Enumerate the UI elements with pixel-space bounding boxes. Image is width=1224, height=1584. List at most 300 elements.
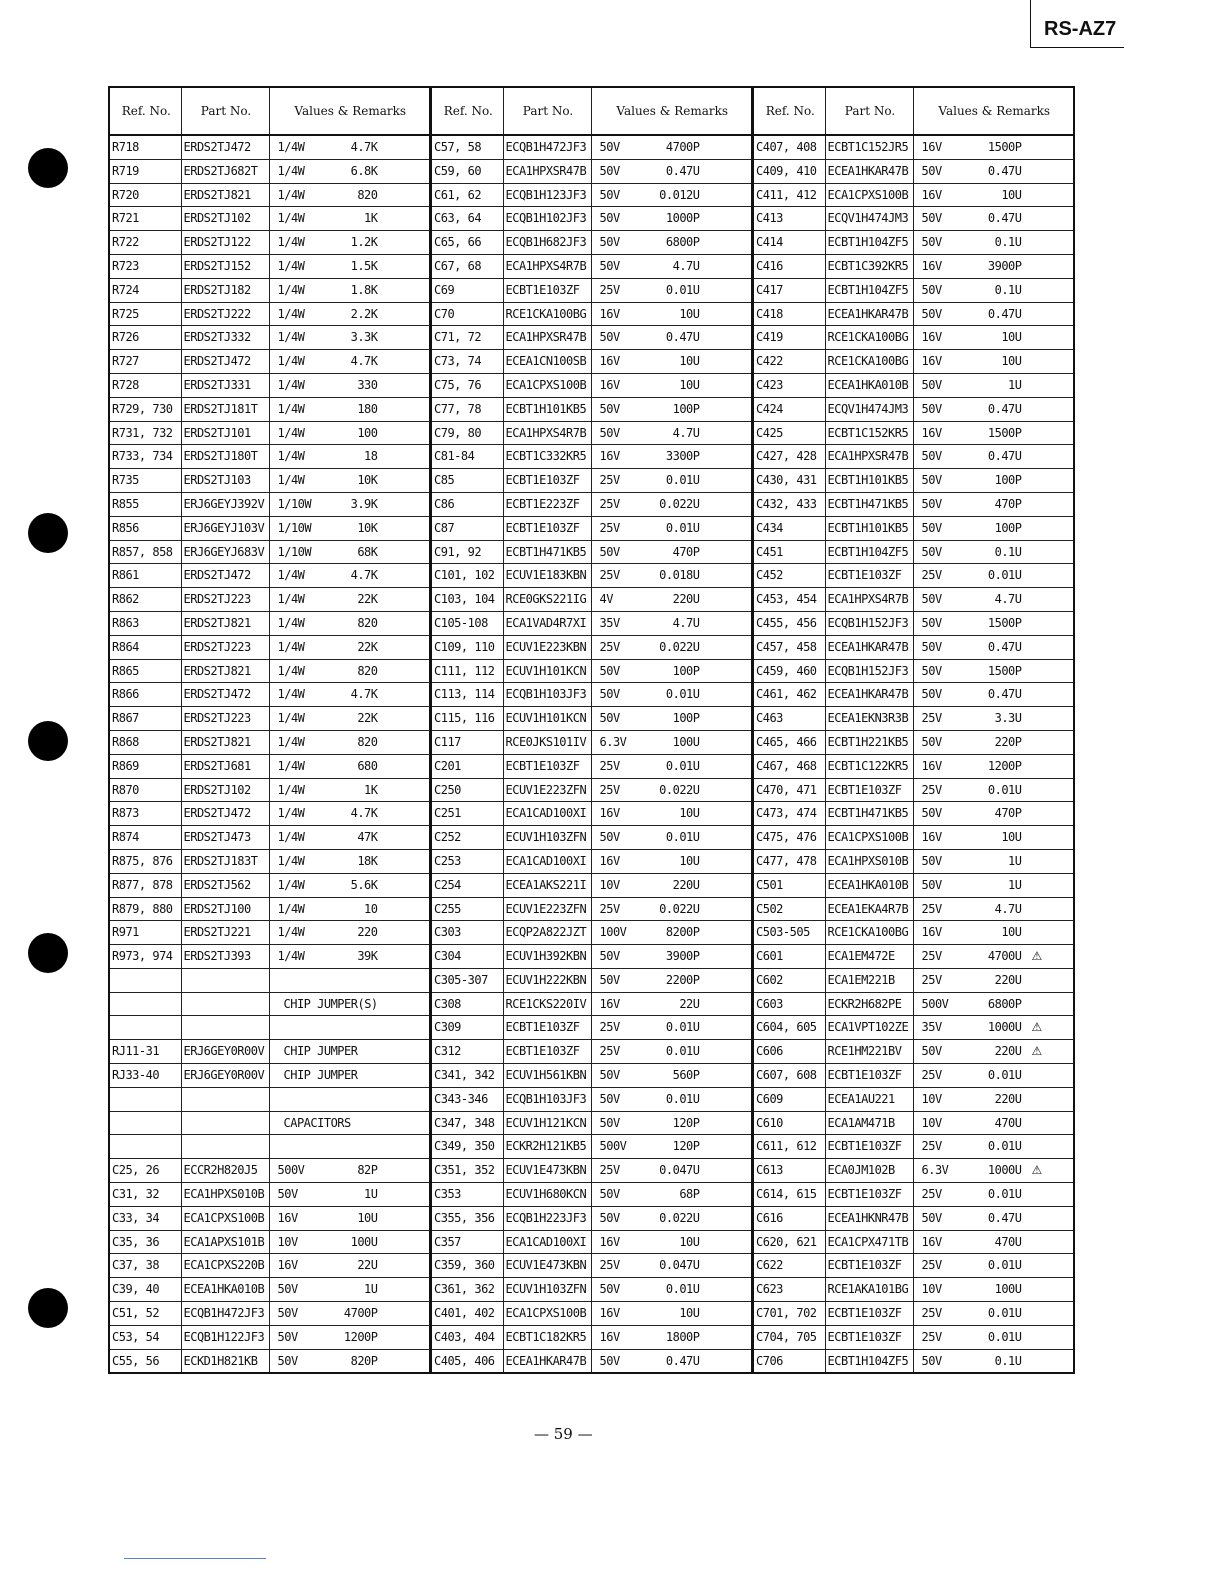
safety-warning-icon — [700, 541, 710, 564]
part-value: 47K — [357, 830, 378, 845]
values-cell — [913, 849, 1074, 873]
part-no-cell: ECBT1C332KR5 — [503, 445, 591, 469]
part-value: 10U — [1001, 330, 1022, 345]
ref-no-cell: C611, 612 — [753, 1135, 825, 1159]
rating-value: 1/4W — [277, 663, 305, 678]
safety-warning-icon — [378, 136, 388, 159]
part-value: 1U — [1008, 877, 1022, 892]
header-values-remarks: Values & Remarks — [591, 87, 752, 135]
rating-value: 1/4W — [277, 758, 305, 773]
values-cell — [913, 516, 1074, 540]
table-row — [431, 1135, 752, 1159]
table-row — [109, 802, 430, 826]
ref-no-cell: R870 — [109, 778, 181, 802]
values-group — [272, 683, 430, 706]
values-group — [594, 898, 752, 921]
values-group — [594, 826, 752, 849]
part-value: 1500P — [987, 615, 1022, 630]
values-cell — [269, 540, 430, 564]
part-value: 0.047U — [659, 1258, 700, 1273]
model-rule-vertical — [1030, 0, 1031, 48]
values-group — [916, 445, 1074, 468]
values-group — [272, 255, 430, 278]
values-group — [916, 1326, 1074, 1349]
part-no-cell: ERDS2TJ472 — [181, 802, 269, 826]
values-cell — [913, 445, 1074, 469]
values-group — [594, 326, 752, 349]
safety-warning-icon — [378, 541, 388, 564]
part-value: 10U — [679, 1234, 700, 1249]
values-group — [594, 184, 752, 207]
ref-no-cell: C37, 38 — [109, 1254, 181, 1278]
safety-warning-icon — [378, 493, 388, 516]
table-row — [431, 992, 752, 1016]
values-group — [272, 350, 430, 373]
rating-value: 1/4W — [277, 187, 305, 202]
safety-warning-icon — [1022, 398, 1032, 421]
table-row — [431, 231, 752, 255]
values-group — [272, 207, 430, 230]
part-value: 3.3K — [350, 330, 378, 345]
part-value: 4.7K — [350, 140, 378, 154]
values-cell — [913, 373, 1074, 397]
values-cell — [269, 373, 430, 397]
ref-no-cell: C105-108 — [431, 611, 503, 635]
ref-no-cell: C704, 705 — [753, 1325, 825, 1349]
safety-warning-icon — [1022, 374, 1032, 397]
table-row — [109, 1349, 430, 1373]
table-row — [109, 707, 430, 731]
values-cell — [591, 445, 752, 469]
safety-warning-icon: ⚠ — [1031, 949, 1042, 964]
part-no-cell: RCE1CKS220IV — [503, 992, 591, 1016]
ref-no-cell: C434 — [753, 516, 825, 540]
part-no-cell: ECKR2H121KB5 — [503, 1135, 591, 1159]
ref-no-cell: C416 — [753, 254, 825, 278]
ref-no-cell: R727 — [109, 350, 181, 374]
safety-warning-icon — [1022, 564, 1032, 587]
part-value: 22U — [679, 996, 700, 1011]
values-group — [272, 517, 430, 540]
values-group — [594, 707, 752, 730]
rating-value: 1/4W — [277, 568, 305, 583]
ref-no-cell: R728 — [109, 373, 181, 397]
part-no-cell: ECA1HPXS4R7B — [503, 421, 591, 445]
part-value: 18K — [357, 853, 378, 868]
safety-warning-icon — [700, 826, 710, 849]
part-no-cell: ECQB1H472JF3 — [181, 1302, 269, 1326]
table-row — [753, 778, 1074, 802]
table-row — [431, 135, 752, 159]
values-cell — [269, 588, 430, 612]
ref-no-cell: C85 — [431, 469, 503, 493]
safety-warning-icon — [1022, 493, 1032, 516]
table-row — [109, 945, 430, 969]
table-row — [753, 254, 1074, 278]
values-group — [916, 1302, 1074, 1325]
part-value: 470U — [994, 1115, 1022, 1130]
part-no-cell: ERDS2TJ152 — [181, 254, 269, 278]
table-row — [431, 278, 752, 302]
safety-warning-icon — [1022, 993, 1032, 1016]
values-cell — [591, 397, 752, 421]
table-row — [109, 469, 430, 493]
values-cell — [591, 278, 752, 302]
values-group — [272, 707, 430, 730]
values-cell — [269, 802, 430, 826]
table-row — [753, 302, 1074, 326]
rating-value: 50V — [921, 520, 942, 535]
values-cell — [269, 1135, 430, 1159]
ref-no-cell: C59, 60 — [431, 159, 503, 183]
values-group — [272, 136, 430, 159]
safety-warning-icon — [700, 398, 710, 421]
rating-value: 50V — [599, 544, 620, 559]
values-cell — [591, 564, 752, 588]
values-group — [916, 422, 1074, 445]
rating-value: 50V — [599, 425, 620, 440]
values-cell — [269, 207, 430, 231]
part-no-cell: ERDS2TJ223 — [181, 635, 269, 659]
part-value: 0.01U — [987, 568, 1022, 583]
table-row — [431, 326, 752, 350]
part-value: 1500P — [987, 425, 1022, 440]
values-group — [594, 1064, 752, 1087]
rating-value: 1/4W — [277, 235, 305, 250]
values-group — [916, 136, 1074, 159]
table-row — [431, 350, 752, 374]
rating-value: 50V — [599, 1068, 620, 1083]
ref-no-cell: C111, 112 — [431, 659, 503, 683]
safety-warning-icon — [378, 1302, 388, 1325]
values-group — [594, 1207, 752, 1230]
part-no-cell: RCE1CKA100BG — [825, 326, 913, 350]
safety-warning-icon — [378, 207, 388, 230]
rating-value: 50V — [599, 949, 620, 964]
values-cell — [913, 1111, 1074, 1135]
safety-warning-icon — [700, 850, 710, 873]
part-no-cell: ERDS2TJ100 — [181, 897, 269, 921]
ref-no-cell: R735 — [109, 469, 181, 493]
values-group — [594, 1254, 752, 1277]
page-number: — 59 — — [534, 1425, 593, 1443]
part-value: 0.01U — [665, 473, 700, 488]
table-row — [431, 635, 752, 659]
part-value: 10U — [679, 853, 700, 868]
part-value: 22U — [357, 1258, 378, 1273]
rating-value: 16V — [599, 1306, 620, 1321]
part-no-cell: ECA1CPXS100B — [503, 1302, 591, 1326]
table-row — [753, 397, 1074, 421]
values-cell — [591, 492, 752, 516]
values-group — [594, 517, 752, 540]
safety-warning-icon — [378, 874, 388, 897]
values-cell — [269, 1111, 430, 1135]
part-no-cell: ECEA1HKA010B — [181, 1278, 269, 1302]
rating-value: 16V — [921, 258, 942, 273]
table-row — [109, 207, 430, 231]
safety-warning-icon — [1022, 303, 1032, 326]
ref-no-cell: C417 — [753, 278, 825, 302]
safety-warning-icon — [378, 802, 388, 825]
part-value: 3.3U — [994, 711, 1022, 726]
table-row — [109, 683, 430, 707]
values-group — [272, 1183, 430, 1206]
ref-no-cell: C467, 468 — [753, 754, 825, 778]
part-no-cell: ERJ6GEY0R00V — [181, 1064, 269, 1088]
values-cell — [269, 968, 430, 992]
binder-hole-icon — [28, 933, 68, 973]
part-value: 10U — [1001, 354, 1022, 369]
ref-no-cell: R724 — [109, 278, 181, 302]
safety-warning-icon — [700, 660, 710, 683]
table-row — [753, 826, 1074, 850]
values-group — [594, 802, 752, 825]
ref-no-cell: C255 — [431, 897, 503, 921]
table-row — [431, 611, 752, 635]
values-cell — [591, 254, 752, 278]
values-group — [594, 541, 752, 564]
values-cell — [591, 778, 752, 802]
part-value: 0.47U — [665, 163, 700, 178]
ref-no-cell: C475, 476 — [753, 826, 825, 850]
ref-no-cell: R720 — [109, 183, 181, 207]
safety-warning-icon — [1022, 184, 1032, 207]
table-row — [431, 1325, 752, 1349]
safety-warning-icon — [1022, 969, 1032, 992]
part-no-cell: ECUV1E183KBN — [503, 564, 591, 588]
values-group — [594, 231, 752, 254]
safety-warning-icon — [1022, 779, 1032, 802]
part-no-cell: ECBT1E103ZF — [503, 278, 591, 302]
safety-warning-icon — [1022, 422, 1032, 445]
parts-table-1 — [108, 86, 431, 1374]
ref-no-cell: R865 — [109, 659, 181, 683]
values-group — [594, 921, 752, 944]
values-cell — [269, 183, 430, 207]
ref-no-cell: C603 — [753, 992, 825, 1016]
values-cell — [913, 254, 1074, 278]
table-row — [753, 1206, 1074, 1230]
values-cell — [913, 1302, 1074, 1326]
values-group — [916, 1088, 1074, 1111]
rating-value: 1/4W — [277, 711, 305, 726]
table-row — [109, 1206, 430, 1230]
values-cell — [269, 302, 430, 326]
values-group — [272, 326, 430, 349]
values-cell — [591, 1254, 752, 1278]
safety-warning-icon — [700, 755, 710, 778]
values-cell — [913, 1230, 1074, 1254]
table-row — [431, 492, 752, 516]
rating-value: 16V — [921, 1234, 942, 1249]
values-cell — [591, 350, 752, 374]
table-row — [753, 350, 1074, 374]
values-group — [916, 374, 1074, 397]
values-group — [594, 683, 752, 706]
values-group — [594, 1183, 752, 1206]
values-group — [272, 755, 430, 778]
part-value: 100 — [357, 425, 378, 440]
ref-no-cell: C57, 58 — [431, 135, 503, 159]
table-row — [753, 373, 1074, 397]
part-no-cell: ECBT1E103ZF — [825, 1325, 913, 1349]
part-no-cell: ECA1HPXSR47B — [503, 159, 591, 183]
values-group — [594, 1278, 752, 1301]
part-no-cell: ECKD1H821KB — [181, 1349, 269, 1373]
values-cell — [591, 968, 752, 992]
values-cell — [591, 516, 752, 540]
ref-no-cell: C430, 431 — [753, 469, 825, 493]
rating-value: 10V — [921, 1115, 942, 1130]
table-row — [753, 207, 1074, 231]
values-cell — [913, 183, 1074, 207]
safety-warning-icon — [700, 636, 710, 659]
safety-warning-icon — [378, 564, 388, 587]
table-row — [109, 1016, 430, 1040]
values-group — [916, 1016, 1074, 1039]
rating-value: 25V — [921, 711, 942, 726]
part-no-cell: ECBT1E103ZF — [825, 1183, 913, 1207]
values-cell — [591, 1135, 752, 1159]
part-value: 2200P — [665, 972, 700, 987]
values-cell — [913, 540, 1074, 564]
part-no-cell: ECEA1AKS221I — [503, 873, 591, 897]
values-cell — [913, 1040, 1074, 1064]
rating-value: 500V — [921, 996, 949, 1011]
rating-value: 50V — [599, 1115, 620, 1130]
part-value: 1500P — [987, 140, 1022, 154]
ref-no-cell: C609 — [753, 1087, 825, 1111]
ref-no-cell: R733, 734 — [109, 445, 181, 469]
part-no-cell: ECBT1C182KR5 — [503, 1325, 591, 1349]
part-value: 10U — [1001, 925, 1022, 940]
values-group — [272, 731, 430, 754]
rating-value: 50V — [599, 687, 620, 702]
part-value: 0.47U — [987, 401, 1022, 416]
table-row — [109, 1278, 430, 1302]
rating-value: 1/4W — [277, 258, 305, 273]
rating-value: 1/4W — [277, 425, 305, 440]
rating-value: 50V — [599, 211, 620, 226]
table-row — [109, 826, 430, 850]
rating-value: 50V — [921, 615, 942, 630]
safety-warning-icon — [700, 1064, 710, 1087]
ref-no-cell: C341, 342 — [431, 1064, 503, 1088]
part-no-cell: ECBT1E103ZF — [825, 1302, 913, 1326]
ref-no-cell: C610 — [753, 1111, 825, 1135]
rating-value: 25V — [599, 520, 620, 535]
safety-warning-icon — [378, 945, 388, 968]
part-value: 10K — [357, 520, 378, 535]
part-value: 1200P — [987, 758, 1022, 773]
table-row — [431, 421, 752, 445]
values-cell — [913, 159, 1074, 183]
values-group — [916, 231, 1074, 254]
values-cell — [913, 754, 1074, 778]
values-group — [272, 1278, 430, 1301]
ref-no-cell: C55, 56 — [109, 1349, 181, 1373]
ref-no-cell: C353 — [431, 1183, 503, 1207]
values-cell — [913, 992, 1074, 1016]
values-group — [916, 279, 1074, 302]
ref-no-cell: R867 — [109, 707, 181, 731]
values-cell — [269, 421, 430, 445]
values-group — [594, 445, 752, 468]
rating-value: 50V — [921, 449, 942, 464]
part-no-cell: ECA1CPXS100B — [503, 373, 591, 397]
table-row — [109, 254, 430, 278]
rating-value: 50V — [599, 401, 620, 416]
rating-value: 1/4W — [277, 901, 305, 916]
safety-warning-icon — [700, 874, 710, 897]
rating-value: 50V — [921, 806, 942, 821]
part-no-cell: ECUV1H103ZFN — [503, 826, 591, 850]
safety-warning-icon — [700, 1302, 710, 1325]
table-row — [109, 730, 430, 754]
part-no-cell: ECBT1H471KB5 — [825, 492, 913, 516]
part-value: 0.47U — [987, 163, 1022, 178]
part-no-cell: ECEA1CN100SB — [503, 350, 591, 374]
values-group — [272, 398, 430, 421]
rating-value: 50V — [277, 1282, 298, 1297]
rating-value: 1/4W — [277, 687, 305, 702]
part-value: 1500P — [987, 663, 1022, 678]
ref-no-cell: C613 — [753, 1159, 825, 1183]
table-row — [109, 611, 430, 635]
ref-no-cell: C422 — [753, 350, 825, 374]
values-cell — [591, 135, 752, 159]
part-value: 1000P — [665, 211, 700, 226]
rating-value: 25V — [921, 1258, 942, 1273]
safety-warning-icon — [378, 707, 388, 730]
part-value: 22K — [357, 592, 378, 607]
part-no-cell: ECQB1H122JF3 — [181, 1325, 269, 1349]
values-cell — [913, 1087, 1074, 1111]
values-group — [594, 374, 752, 397]
part-no-cell: ECEA1HKAR47B — [825, 683, 913, 707]
part-value: 0.018U — [659, 568, 700, 583]
safety-warning-icon — [1022, 517, 1032, 540]
part-value: 0.47U — [665, 330, 700, 345]
rating-value: 50V — [921, 473, 942, 488]
values-cell — [913, 968, 1074, 992]
rating-value: 16V — [599, 806, 620, 821]
safety-warning-icon — [1022, 850, 1032, 873]
table-row — [431, 1349, 752, 1373]
table-row — [753, 1111, 1074, 1135]
ref-no-cell: R731, 732 — [109, 421, 181, 445]
rating-value: 6.3V — [921, 1163, 949, 1178]
part-no-cell: ERDS2TJ101 — [181, 421, 269, 445]
rating-value: 25V — [921, 949, 942, 964]
rating-value: 1/4W — [277, 949, 305, 964]
rating-value: 10V — [921, 1282, 942, 1297]
safety-warning-icon — [378, 1326, 388, 1349]
values-group — [916, 707, 1074, 730]
table-row — [431, 183, 752, 207]
values-group — [916, 1278, 1074, 1301]
ref-no-cell: C361, 362 — [431, 1278, 503, 1302]
ref-no-cell: C409, 410 — [753, 159, 825, 183]
rating-value: 1/10W — [277, 496, 312, 511]
table-row — [109, 897, 430, 921]
rating-value: 100V — [599, 925, 627, 940]
values-group — [916, 731, 1074, 754]
table-row — [753, 135, 1074, 159]
part-no-cell: ERDS2TJ103 — [181, 469, 269, 493]
part-value: 100U — [672, 734, 700, 749]
